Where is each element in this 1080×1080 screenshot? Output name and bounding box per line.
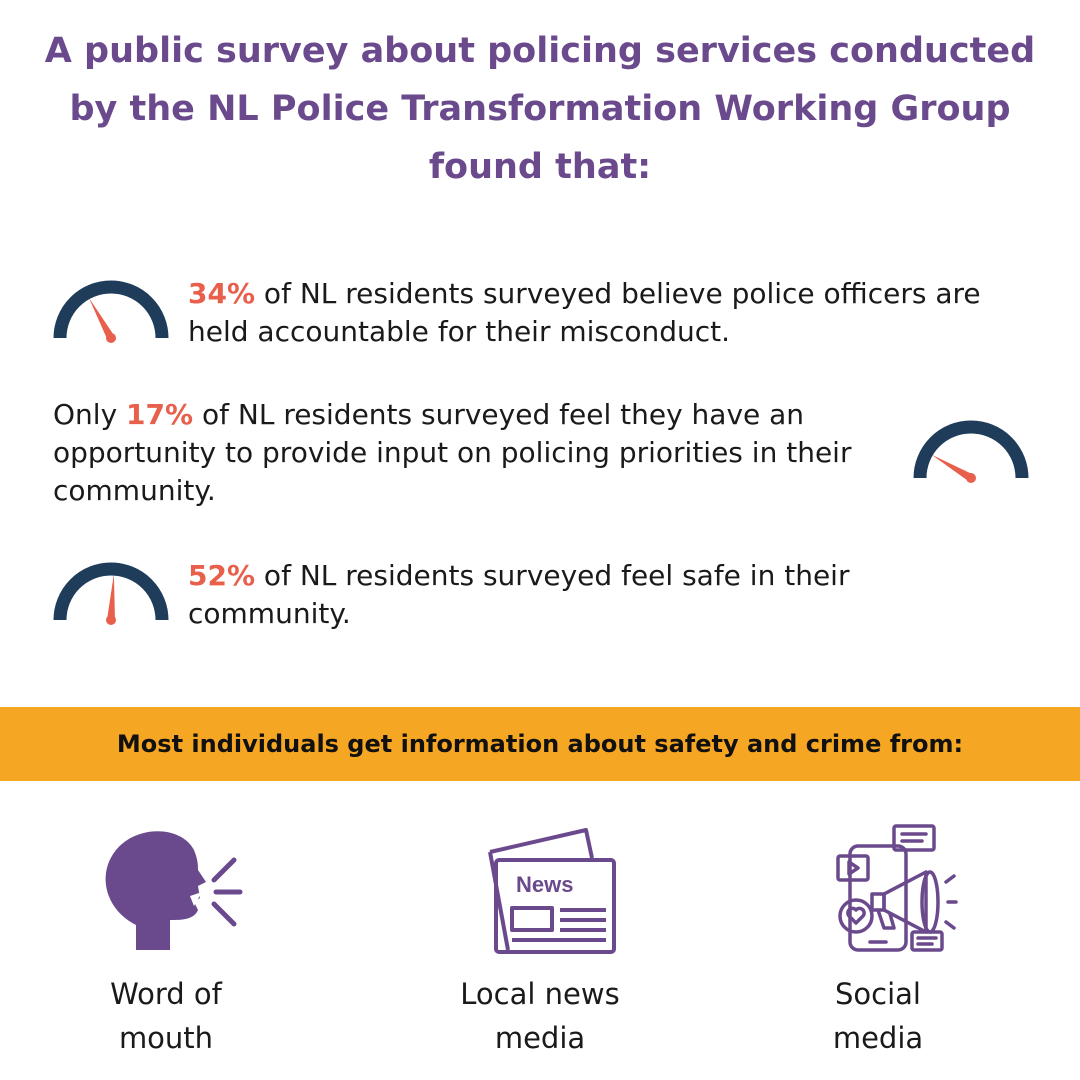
stat-accountability: 34% of NL residents surveyed believe police officers are held accountable for their misconduct. <box>188 277 981 348</box>
stat-percent: 52% <box>188 559 256 592</box>
source-label: Local news media <box>460 977 620 1055</box>
page-title: A public survey about policing services conducted by the NL Police Transformation Working Group found that: <box>44 31 1036 187</box>
stat-percent: 34% <box>188 277 256 310</box>
gauge-icon <box>913 420 1029 486</box>
gauge-icon <box>53 280 169 346</box>
gauge-needle <box>107 574 115 620</box>
banner-text: Most individuals get information about safety and crime from: <box>116 730 964 758</box>
newspaper-icon <box>460 820 620 960</box>
gauge-icon <box>53 562 169 628</box>
stat-feel-safe: 52% of NL residents surveyed feel safe in their community. <box>188 559 850 630</box>
source-local-news <box>440 820 640 1060</box>
gauge-hub <box>106 333 116 343</box>
gauge-hub <box>966 473 976 483</box>
source-label: Word of mouth <box>110 977 222 1055</box>
newspaper-icon-text: News <box>516 872 574 897</box>
source-label: Social media <box>832 977 924 1055</box>
source-word-of-mouth <box>66 820 266 1060</box>
gauge-hub <box>106 615 116 625</box>
info-source-banner <box>0 707 1080 781</box>
stat-input-opportunity: Only 17% of NL residents surveyed feel they have an opportunity to provide input on policing priorities in their community. <box>53 398 852 507</box>
speaking-head-icon <box>86 820 246 960</box>
stat-percent: 17% <box>126 398 194 431</box>
source-social-media <box>778 820 978 1060</box>
social-media-icon <box>798 820 958 960</box>
